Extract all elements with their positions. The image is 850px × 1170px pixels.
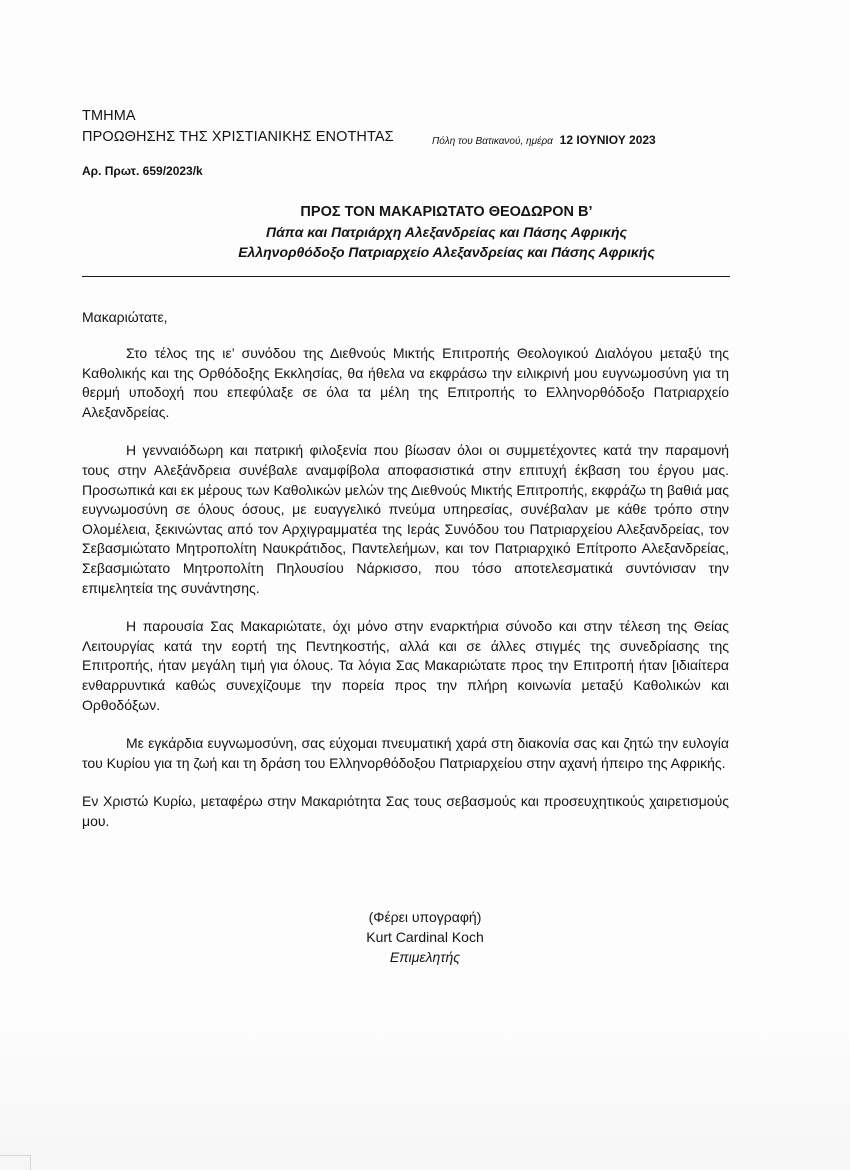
body-paragraph-3: Η παρουσία Σας Μακαριώτατε, όχι μόνο στην εναρκτήρια σύνοδο και στην τέλεση της Θείας Λειτουργίας κατά την εορτή της Πεντηκοστής, αλλά και σε άλλες στιγμές της συνεδρίασης της Επιτροπής, ήταν μεγάλη τιμή για όλους. Τα λόγια Σας Μακαριώτατε προς την Επιτροπή ήταν [ιδιαίτερα ενθαρρυντικά καθώς συνεχίζουμε την πορεία προς την πλήρη κοινωνία μεταξύ Καθολικών και Ορθοδόξων.	[82, 618, 729, 713]
letter-body	[82, 344, 729, 850]
department-line-1: ΤΜΗΜΑ	[82, 108, 136, 124]
recipient-institution: Ελληνορθόδοξο Πατριαρχείο Αλεξανδρείας και Πάσης Αφρικής	[238, 244, 655, 260]
department-heading	[82, 106, 394, 148]
body-paragraph-2: Η γενναιόδωρη και πατρική φιλοξενία που βίωσαν όλοι οι συμμετέχοντες κατά την παραμονή τους στην Αλεξάνδρεια συνέβαλε αναμφίβολα αποφασιστικά στην επιτυχή έκβαση του έργου μας. Προσωπικά και εκ μέρους των Καθολικών μελών της Διεθνούς Μικτής Επιτροπής, εκφράζω τη βαθιά μας ευγνωμοσύνη σε όλους όσους, με ευαγγελικό πνεύμα υπηρεσίας, συνέβαλαν με κάθε τρόπο στην Ολομέλεια, ξεκινώντας από τον Αρχιγραμματέα της Ιεράς Συνόδου του Πατριαρχείου Αλεξανδρείας, τον Σεβασμιώτατο Μητροπολίτη Ναυκράτιδος, Παντελεήμων, και τον Πατριαρχικό Επίτροπο Αλεξανδρείας, Σεβασμιώτατο Μητροπολίτη Πηλουσίου Νάρκισσο, που τόσο αποτελεσματικά συντόνισαν την επιμελητεία της συνάντησης.	[82, 442, 729, 596]
body-paragraph-4: Με εγκάρδια ευγνωμοσύνη, σας εύχομαι πνευματική χαρά στη διακονία σας και ζητώ την ευλογία του Κυρίου για τη ζωή και τη δράση του Ελληνορθόδοξου Πατριαρχείου στην αχανή ήπειρο της Αφρικής.	[82, 735, 729, 771]
salutation: Μακαριώτατε,	[82, 309, 168, 325]
dateline-place: Πόλη του Βατικανού, ημέρα	[432, 136, 553, 147]
closing-paragraph: Εν Χριστώ Κυρίω, μεταφέρω στην Μακαριότητα Σας τους σεβασμούς και προσευχητικούς χαιρετισμούς μου.	[82, 793, 729, 829]
page-lower-shade	[0, 1000, 850, 1170]
recipient-title: ΠΡΟΣ ΤΟΝ ΜΑΚΑΡΙΩΤΑΤΟ ΘΕΟΔΩΡΟΝ Β’	[300, 204, 593, 220]
body-paragraph-1: Στο τέλος της ιε’ συνόδου της Διεθνούς Μικτής Επιτροπής Θεολογικού Διαλόγου μεταξύ της Καθολικής και της Ορθόδοξης Εκκλησίας, θα ήθελα να εκφράσω την ειλικρινή μου ευγνωμοσύνη για τη θερμή υποδοχή που επεφύλαξε σε όλα τα μέλη της Επιτροπής το Ελληνορθόδοξο Πατριαρχείο Αλεξανδρείας.	[82, 345, 729, 420]
dateline-date: 12 ΙΟΥΝΙΟΥ 2023	[559, 133, 656, 147]
header-divider	[82, 276, 730, 277]
recipient-office: Πάπα και Πατριάρχη Αλεξανδρείας και Πάσης Αφρικής	[266, 224, 627, 240]
paper-corner-mark	[0, 1155, 31, 1170]
protocol-number: Αρ. Πρωτ. 659/2023/k	[82, 164, 203, 178]
signatory-name: Kurt Cardinal Koch	[366, 929, 484, 945]
recipient-block	[82, 202, 811, 262]
signatory-role: Επιμελητής	[389, 949, 461, 965]
signature-note: (Φέρει υπογραφή)	[368, 909, 482, 925]
signature-block	[0, 907, 850, 967]
dateline	[432, 133, 656, 147]
department-line-2: ΠΡΟΩΘΗΣΗΣ ΤΗΣ ΧΡΙΣΤΙΑΝΙΚΗΣ ΕΝΟΤΗΤΑΣ	[82, 129, 394, 145]
